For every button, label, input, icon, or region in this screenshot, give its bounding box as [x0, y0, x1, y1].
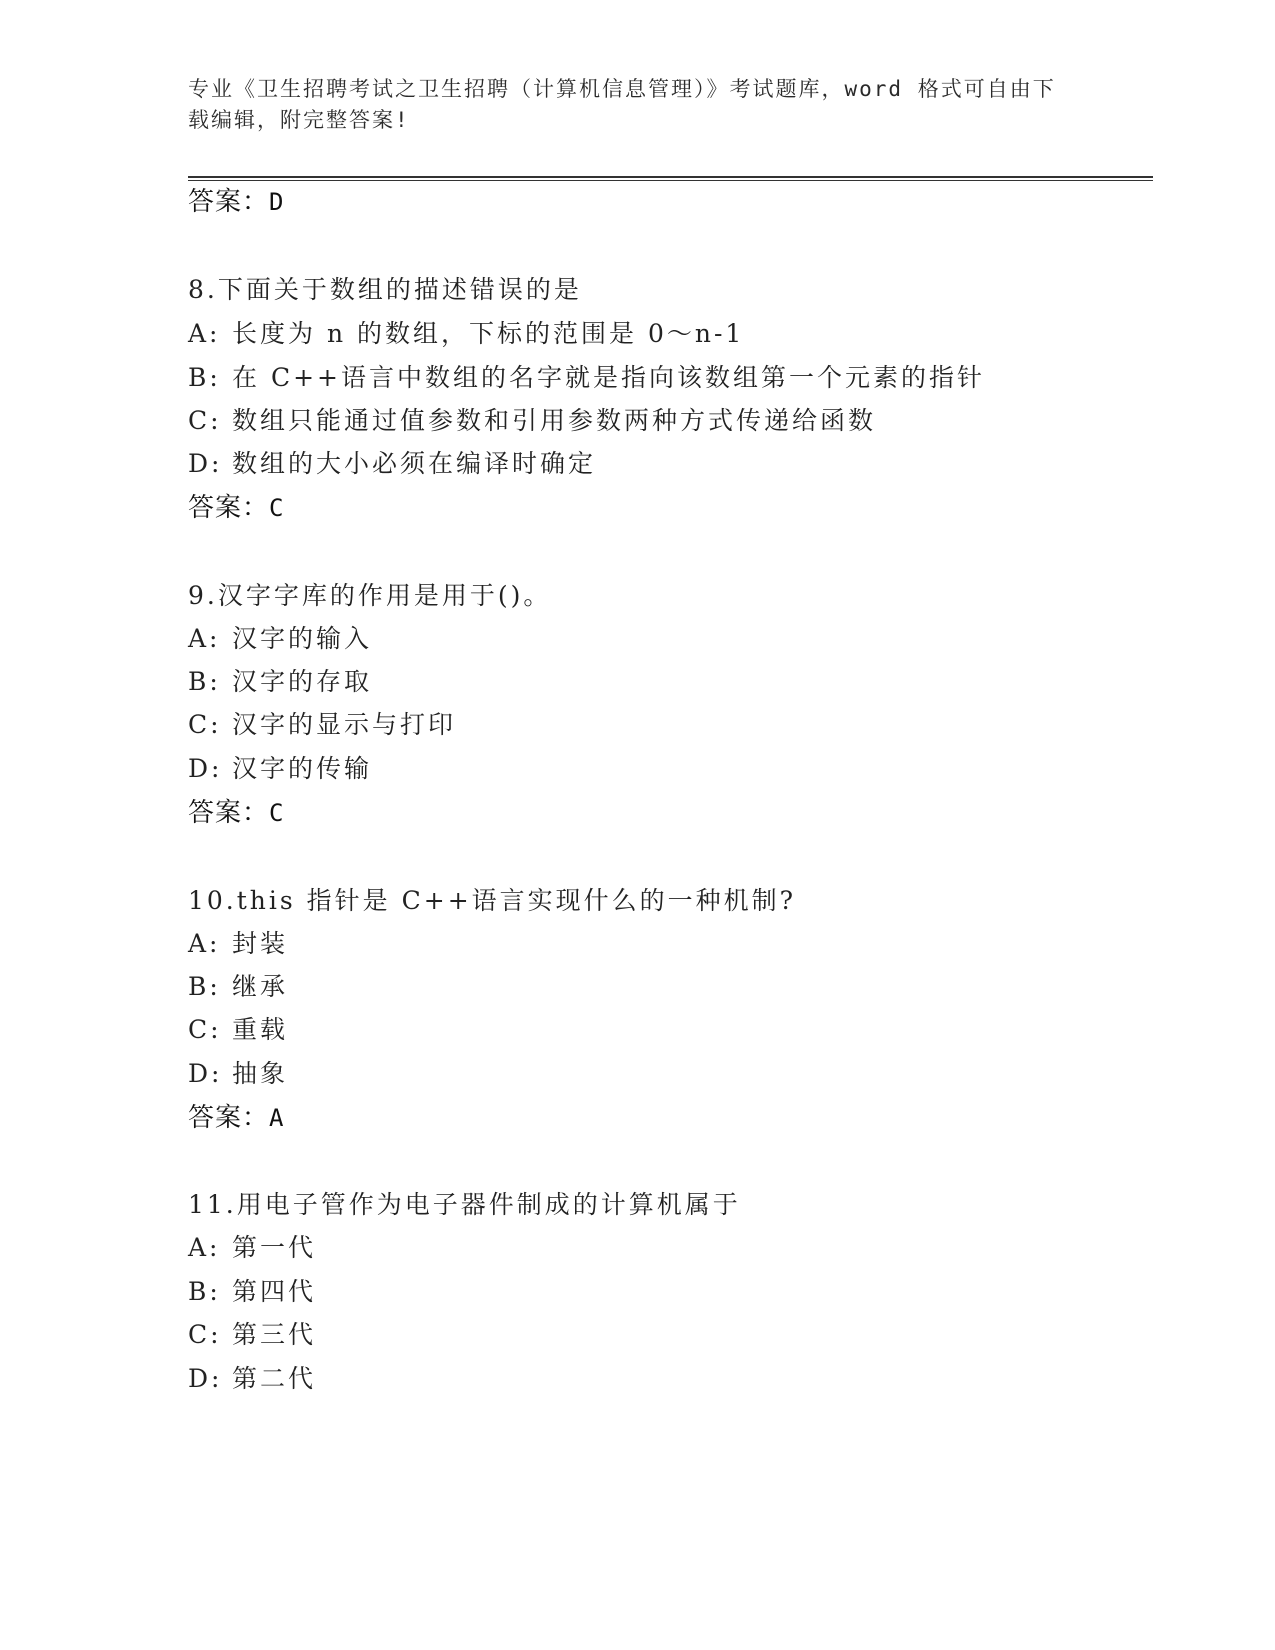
option-text: 数组只能通过值参数和引用参数两种方式传递给函数 — [232, 406, 877, 435]
question-9-option-d — [188, 753, 372, 785]
option-key: A: — [188, 319, 221, 348]
answer-label: 答案： — [188, 1103, 270, 1133]
option-key: C: — [188, 406, 222, 435]
answer-value: C — [269, 494, 285, 522]
question-8-answer — [188, 492, 284, 524]
option-text: 封装 — [232, 929, 289, 958]
question-9-option-c — [188, 709, 456, 741]
question-10-answer — [188, 1102, 284, 1134]
option-key: D: — [188, 449, 223, 478]
question-8-option-a — [188, 318, 744, 350]
option-key: A: — [188, 929, 221, 958]
option-text: 第二代 — [232, 1364, 317, 1393]
option-text: 第四代 — [232, 1277, 317, 1306]
question-9-stem: 9.汉字字库的作用是用于()。 — [188, 581, 552, 610]
question-11-stem: 11.用电子管作为电子器件制成的计算机属于 — [188, 1190, 741, 1219]
option-key: D: — [188, 1059, 223, 1088]
question-11-option-d — [188, 1363, 316, 1395]
question-8-option-c — [188, 405, 876, 437]
question-10-option-c — [188, 1014, 288, 1046]
answer-label: 答案： — [188, 798, 270, 828]
question-10-stem: 10.this 指针是 C++语言实现什么的一种机制? — [188, 886, 797, 915]
option-key: A: — [188, 624, 221, 653]
option-key: B: — [188, 1277, 221, 1306]
option-key: B: — [188, 363, 221, 392]
answer-value: D — [269, 188, 285, 216]
option-text: 抽象 — [232, 1059, 289, 1088]
option-text: 汉字的输入 — [232, 624, 373, 653]
option-text: 汉字的传输 — [232, 754, 373, 783]
previous-answer — [188, 186, 284, 218]
divider-line-thick — [188, 176, 1153, 178]
answer-label: 答案： — [188, 187, 270, 217]
option-text: 第三代 — [232, 1320, 317, 1349]
option-text: 汉字的显示与打印 — [232, 710, 457, 739]
question-9-answer — [188, 797, 284, 829]
option-text: 汉字的存取 — [232, 667, 373, 696]
option-key: A: — [188, 1233, 221, 1262]
option-text: 长度为 n 的数组，下标的范围是 0～n-1 — [232, 319, 745, 348]
question-8-stem: 8.下面关于数组的描述错误的是 — [188, 275, 582, 304]
question-10-option-a — [188, 928, 288, 960]
answer-label: 答案： — [188, 493, 270, 523]
answer-value: C — [269, 799, 285, 827]
option-text: 继承 — [232, 972, 289, 1001]
option-key: D: — [188, 1364, 223, 1393]
divider-line-thin — [188, 180, 1153, 181]
option-text: 重载 — [232, 1015, 289, 1044]
question-8-option-b — [188, 362, 985, 394]
option-text: 第一代 — [232, 1233, 317, 1262]
question-10-option-b — [188, 971, 288, 1003]
answer-value: A — [269, 1104, 285, 1132]
option-key: C: — [188, 1015, 222, 1044]
question-11-option-c — [188, 1319, 316, 1351]
option-key: B: — [188, 667, 221, 696]
option-text: 在 C++语言中数组的名字就是指向该数组第一个元素的指针 — [232, 363, 985, 392]
option-key: B: — [188, 972, 221, 1001]
option-text: 数组的大小必须在编译时确定 — [232, 449, 597, 478]
question-8-option-d — [188, 448, 596, 480]
question-11-option-b — [188, 1276, 316, 1308]
option-key: D: — [188, 754, 223, 783]
question-10-option-d — [188, 1058, 288, 1090]
option-key: C: — [188, 710, 222, 739]
option-key: C: — [188, 1320, 222, 1349]
question-11-option-a — [188, 1232, 316, 1264]
question-9-option-a — [188, 623, 372, 655]
question-9-option-b — [188, 666, 372, 698]
header-divider — [188, 176, 1153, 182]
document-intro — [188, 74, 1068, 136]
intro-text: 专业《卫生招聘考试之卫生招聘（计算机信息管理）》考试题库，word 格式可自由下载编辑，附完整答案! — [188, 77, 1056, 132]
